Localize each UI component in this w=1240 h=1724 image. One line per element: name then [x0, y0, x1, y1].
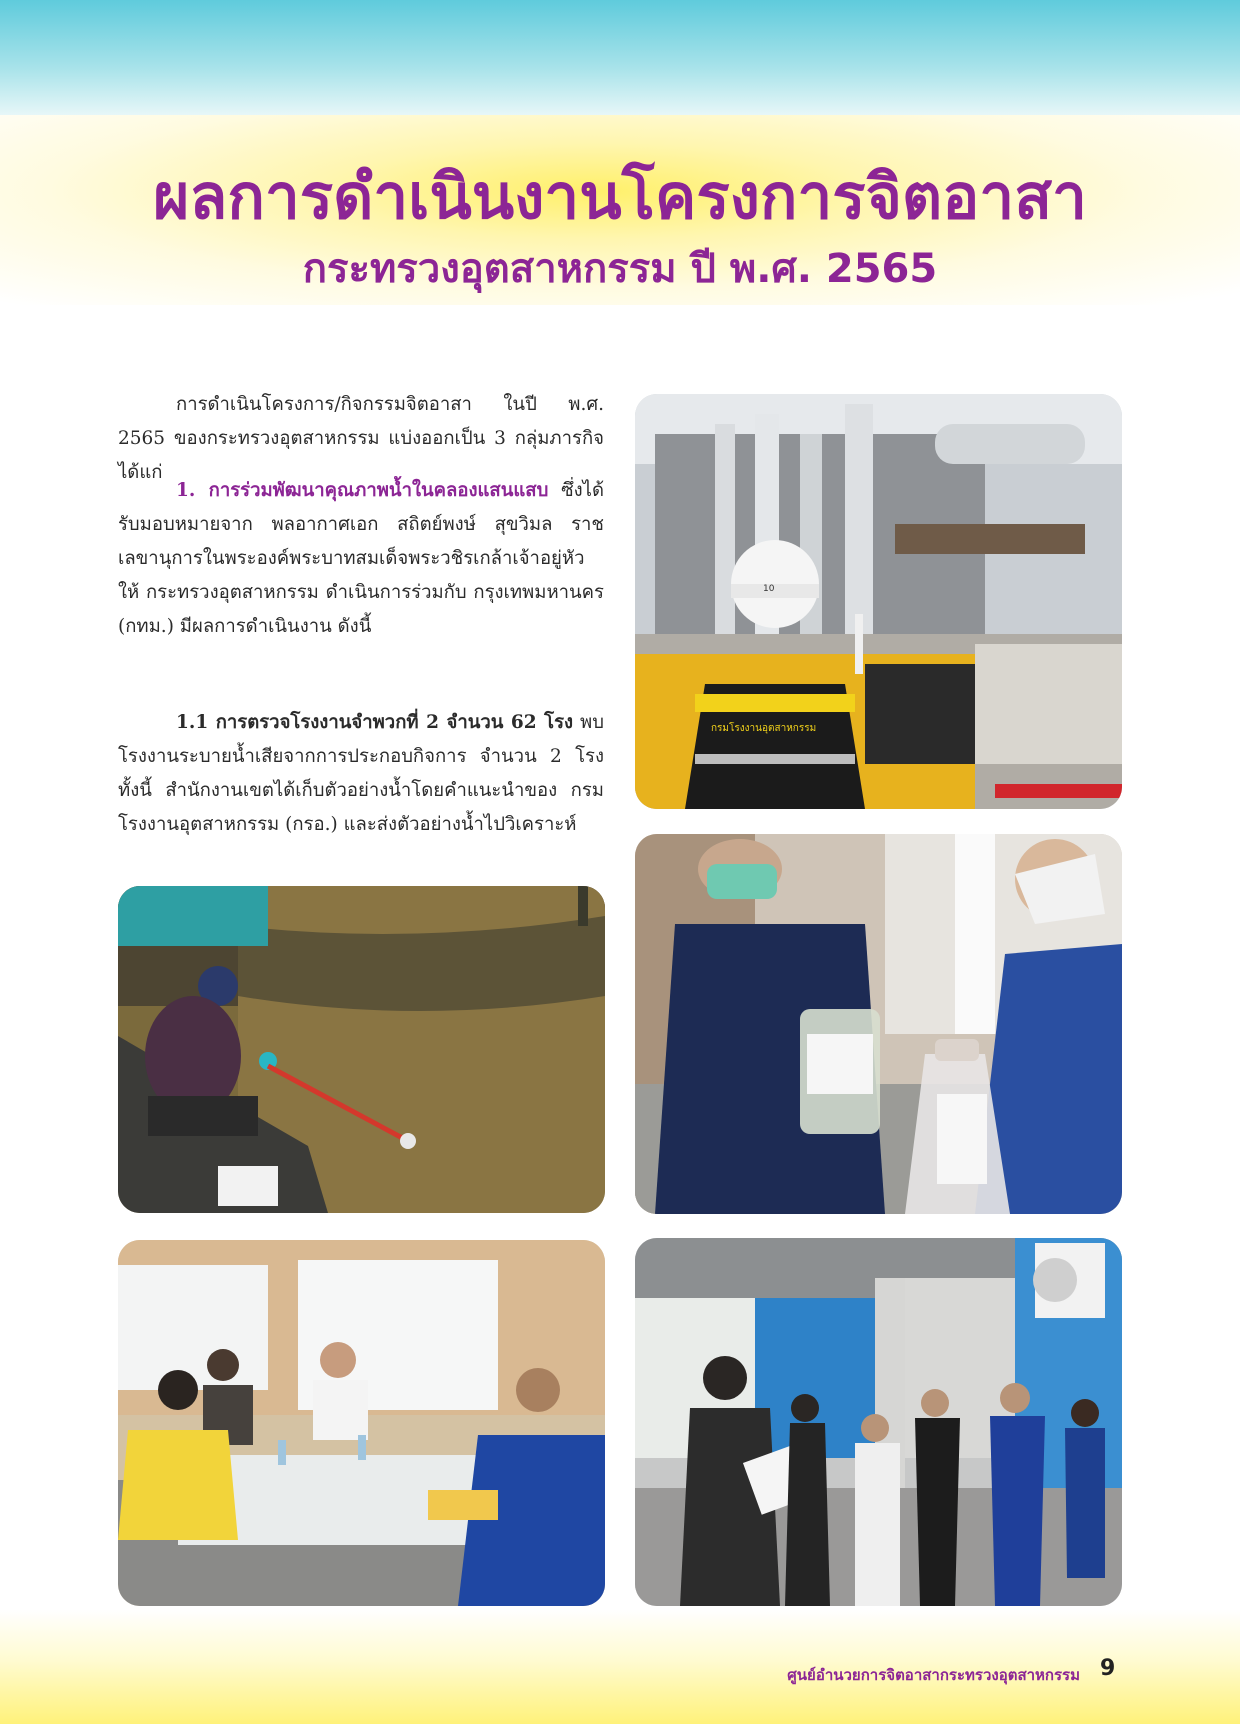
svg-text:กรมโรงงานอุตสาหกรรม: กรมโรงงานอุตสาหกรรม: [711, 723, 817, 734]
svg-text:10: 10: [763, 584, 775, 594]
section-1-1-text: พบโรงงานระบายน้ำเสียจากการประกอบกิจการ จำนวน 2 โรง ทั้งนี้ สำนักงานเขตได้เก็บตัวอย่างน้ำโดยคำแนะนำของ กรมโรงงานอุตสาหกรรม (กรอ.) และส่งตัวอย่างน้ำไปวิเคราะห์: [118, 712, 604, 835]
footer-organization: ศูนย์อำนวยการจิตอาสากระทรวงอุตสาหกรรม: [787, 1666, 1080, 1684]
photo-water-sampling: [118, 886, 605, 1213]
page-number: 9: [1100, 1656, 1116, 1681]
intro-paragraph: การดำเนินโครงการ/กิจกรรมจิตอาสา ในปี พ.ศ. 2565 ของกระทรวงอุตสาหกรรม แบ่งออกเป็น 3 กลุ่มภารกิจ ได้แก่: [118, 394, 604, 483]
photo-meeting: [118, 1240, 605, 1606]
section-1: [118, 474, 604, 644]
page-title: ผลการดำเนินงานโครงการจิตอาสา: [153, 160, 1087, 233]
photo-factory-inspection: [635, 394, 1122, 809]
section-1-1: [118, 706, 604, 842]
section-1-text: ซึ่งได้รับมอบหมายจาก พลอากาศเอก สถิตย์พงษ์ สุขวิมล ราชเลขานุการในพระองค์พระบาทสมเด็จพระวชิรเกล้าเจ้าอยู่หัว ให้ กระทรวงอุตสาหกรรม ดำเนินการร่วมกับ กรุงเทพมหานคร (กทม.) มีผลการดำเนินงาน ดังนี้: [118, 480, 604, 637]
section-1-heading: 1. การร่วมพัฒนาคุณภาพน้ำในคลองแสนแสบ: [176, 480, 549, 501]
section-1-1-heading: 1.1 การตรวจโรงงานจำพวกที่ 2 จำนวน 62 โรง: [176, 712, 574, 733]
photo-water-bottles: [635, 834, 1122, 1214]
top-gradient-band: [0, 0, 1240, 125]
page-subtitle: กระทรวงอุตสาหกรรม ปี พ.ศ. 2565: [302, 246, 938, 292]
photo-site-visit: [635, 1238, 1122, 1606]
